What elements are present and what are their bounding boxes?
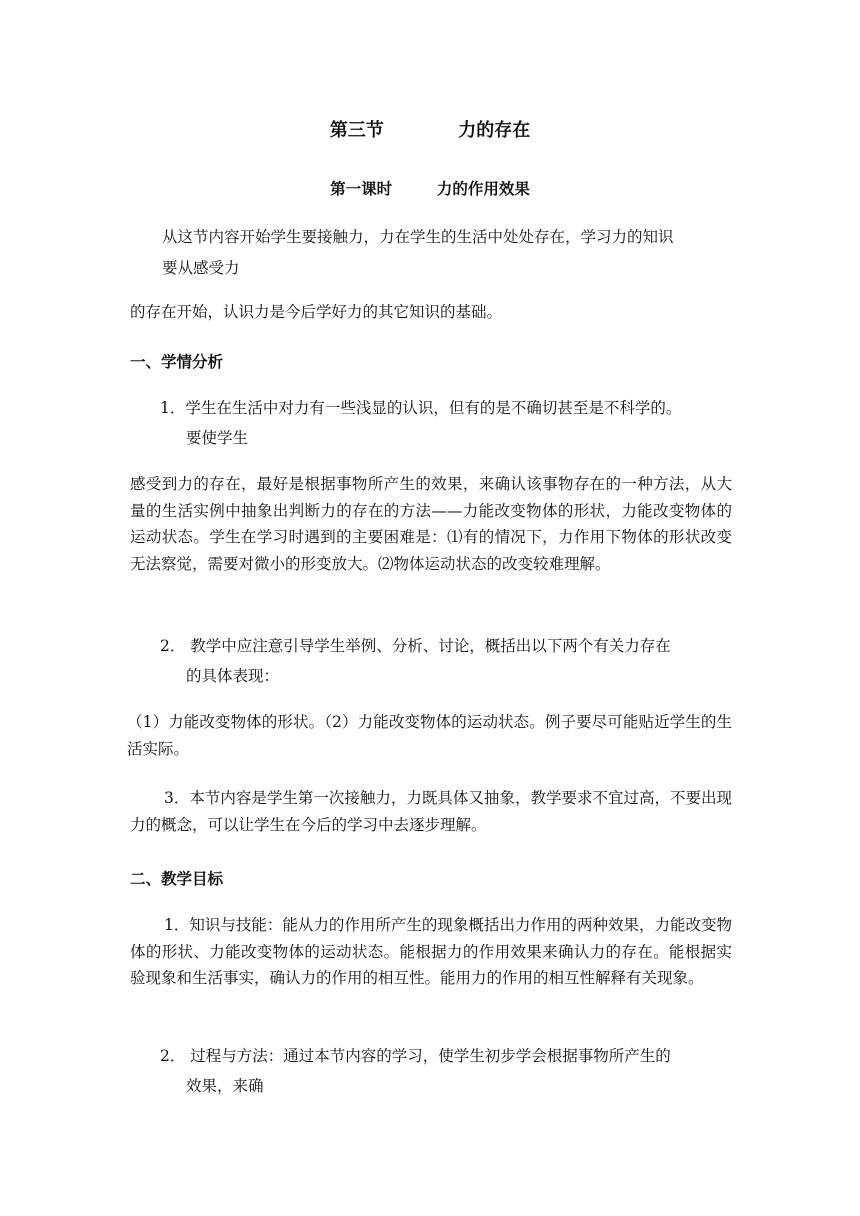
item2-line-2: 的具体表现： [186, 667, 280, 685]
title-topic: 力的存在 [458, 120, 531, 141]
item2-paragraph: （1）力能改变物体的形状。（2）力能改变物体的运动状态。例子要尽可能贴近学生的生活实际。 [127, 713, 732, 758]
item1-line-1: 1．学生在生活中对力有一些浅显的认识，但有的是不确切甚至是不科学的。 [160, 399, 682, 417]
section-heading-analysis: 一、学情分析 [130, 353, 224, 371]
goal2-line-1: 2． 过程与方法：通过本节内容的学习，使学生初步学会根据事物所产生的 [160, 1047, 671, 1065]
subtitle-topic: 力的作用效果 [436, 180, 530, 198]
page-subtitle [0, 177, 860, 199]
item3-paragraph: 3．本节内容是学生第一次接触力，力既具体又抽象，教学要求不宜过高，不要出现力的概念，可以让学生在今后的学习中去逐步理解。 [130, 789, 732, 834]
page-title [0, 116, 860, 142]
goal1-paragraph: 1．知识与技能：能从力的作用所产生的现象概括出力作用的两种效果，力能改变物体的形状、力能改变物体的运动状态。能根据力的作用效果来确认力的存在。能根据实验现象和生活事实，确认力的作用的相互性。能用力的作用的相互性解释有关现象。 [130, 916, 732, 987]
item1-paragraph: 感受到力的存在，最好是根据事物所产生的效果，来确认该事物存在的一种方法，从大量的生活实例中抽象出判断力的存在的方法——力能改变物体的形状，力能改变物体的运动状态。学生在学习时遇到的主要困难是：⑴有的情况下，力作用下物体的形状改变无法察觉，需要对微小的形变放大。⑵物体运动状态的改变较难理解。 [130, 475, 732, 573]
section-heading-goals: 二、教学目标 [130, 870, 224, 888]
subtitle-lesson: 第一课时 [330, 180, 393, 198]
intro-line-3: 的存在开始，认识力是今后学好力的其它知识的基础。 [130, 303, 503, 321]
item1-line-2: 要使学生 [186, 429, 249, 447]
intro-line-2: 要从感受力 [162, 259, 240, 277]
intro-line-1: 从这节内容开始学生要接触力，力在学生的生活中处处存在，学习力的知识 [162, 228, 674, 246]
item2-line-1: 2． 教学中应注意引导学生举例、分析、讨论，概括出以下两个有关力存在 [160, 637, 671, 655]
goal2-line-2: 效果，来确 [186, 1077, 264, 1095]
title-section-number: 第三节 [329, 120, 384, 141]
